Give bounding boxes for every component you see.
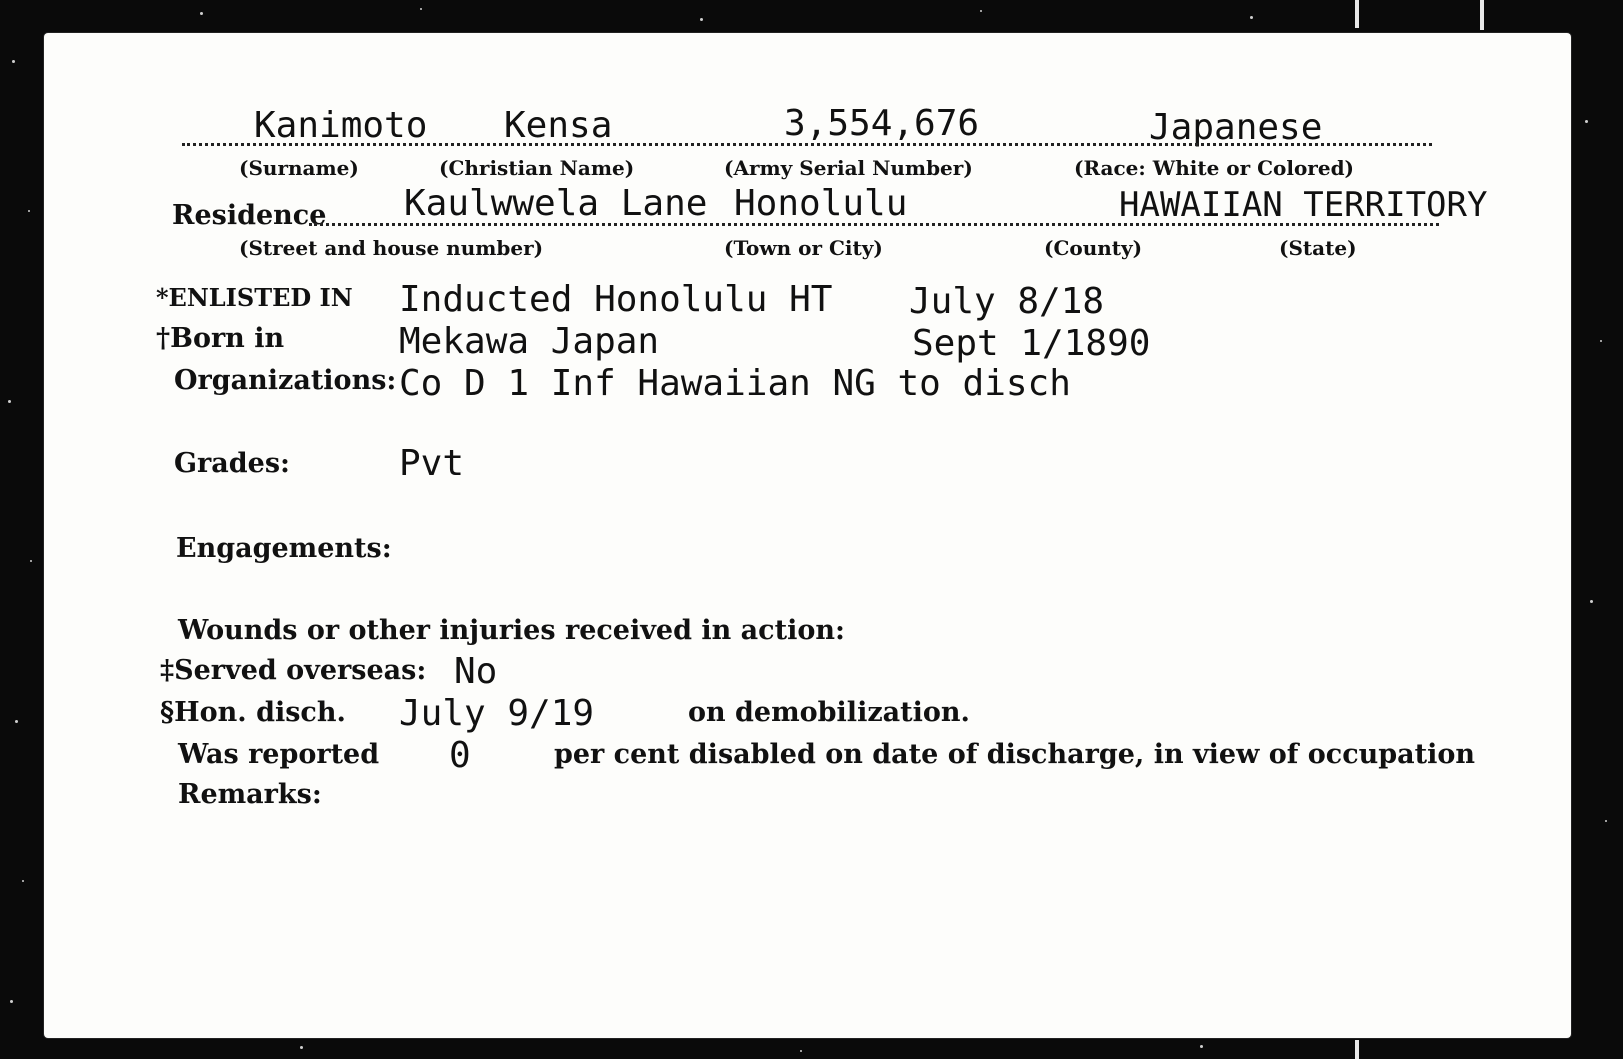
demobilization-text: on demobilization. xyxy=(688,697,970,728)
county-caption: (County) xyxy=(1044,236,1143,260)
born-label: †Born in xyxy=(156,323,285,354)
overseas-label: ‡Served overseas: xyxy=(160,655,427,686)
christian-name-value: Kensa xyxy=(504,105,613,146)
birthplace-value: Mekawa Japan xyxy=(399,321,660,362)
organizations-label: Organizations: xyxy=(174,365,397,396)
surname-value: Kanimoto xyxy=(254,105,428,146)
organizations-value: Co D 1 Inf Hawaiian NG to disch xyxy=(399,363,1071,404)
induction-date-value: July 8/18 xyxy=(909,281,1105,322)
discharge-label: §Hon. disch. xyxy=(160,697,346,728)
overseas-value: No xyxy=(454,651,498,692)
street-value: Kaulwwela Lane xyxy=(404,183,708,224)
residence-dotted-line xyxy=(309,223,1439,226)
engagements-label: Engagements: xyxy=(176,533,392,564)
grades-value: Pvt xyxy=(399,443,465,484)
birth-date-value: Sept 1/1890 xyxy=(912,323,1151,364)
town-caption: (Town or City) xyxy=(724,236,883,260)
race-caption: (Race: White or Colored) xyxy=(1074,156,1355,180)
state-caption: (State) xyxy=(1279,236,1357,260)
enlisted-label: *ENLISTED IN xyxy=(156,283,353,312)
reported-label: Was reported xyxy=(178,739,380,770)
town-value: Honolulu xyxy=(734,183,908,224)
disabled-text: per cent disabled on date of discharge, in view of occupation xyxy=(554,739,1476,770)
wounds-label: Wounds or other injuries received in action: xyxy=(178,615,845,646)
remarks-label: Remarks: xyxy=(178,779,322,810)
residence-label: Residence xyxy=(172,200,327,231)
surname-caption: (Surname) xyxy=(239,156,359,180)
street-caption: (Street and house number) xyxy=(239,236,544,260)
race-value: Japanese xyxy=(1149,107,1323,148)
serial-number-caption: (Army Serial Number) xyxy=(724,156,973,180)
christian-name-caption: (Christian Name) xyxy=(439,156,635,180)
record-card xyxy=(44,33,1571,1038)
name-dotted-line xyxy=(182,143,1432,146)
percent-disabled-value: 0 xyxy=(449,735,471,776)
grades-label: Grades: xyxy=(174,448,291,479)
induction-value: Inducted Honolulu HT xyxy=(399,279,833,320)
discharge-date-value: July 9/19 xyxy=(399,693,595,734)
state-value: HAWAIIAN TERRITORY xyxy=(1119,185,1488,225)
serial-number-value: 3,554,676 xyxy=(784,103,980,144)
